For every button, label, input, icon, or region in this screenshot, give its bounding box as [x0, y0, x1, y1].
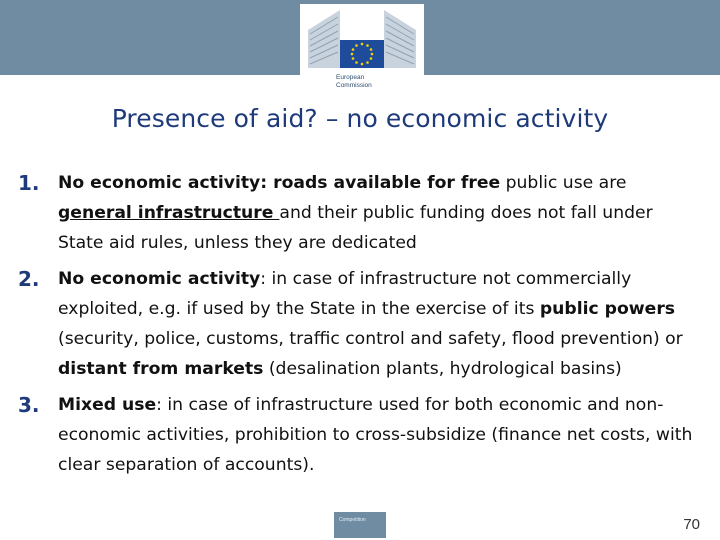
list-item [18, 264, 698, 384]
list-item-text: Mixed use [58, 395, 157, 415]
list-item [18, 168, 698, 258]
logo-text [336, 74, 372, 89]
list-item-text: No economic activity: roads available for free [58, 173, 501, 193]
commission-building-icon [300, 4, 424, 74]
page-number: 70 [683, 516, 700, 533]
footer-competition-logo [334, 512, 386, 538]
european-commission-logo [300, 4, 424, 96]
list-item-number: 2. [18, 267, 40, 291]
list-item-text: public use are [500, 173, 627, 193]
list-item-text: : in case of infrastructure not commercially exploited, e.g. if used by the State in the exercise of its [58, 269, 632, 319]
list-item-text: distant from markets [58, 359, 264, 379]
list-item-text: (desalination plants, hydrological basins) [263, 359, 622, 379]
logo-line-2: Commission [336, 81, 372, 89]
list-item-text: public powers [539, 299, 676, 319]
list-item-text: No economic activity [58, 269, 261, 289]
list-item-number: 1. [18, 171, 40, 195]
list-item [18, 390, 698, 480]
list-item-text: : in case of infrastructure used for both economic and non-economic activities, prohibition to cross-subsidize (finance net costs, with clear separation of accounts). [58, 395, 693, 475]
footer-logo-text: Competition [339, 517, 366, 523]
logo-line-1: European [336, 74, 365, 81]
slide-title: Presence of aid? – no economic activity [111, 104, 609, 133]
list-item-text: (security, police, customs, traffic control and safety, flood prevention) or [58, 329, 683, 349]
list-item-number: 3. [18, 393, 40, 417]
list-item-text: general infrastructure [58, 203, 280, 223]
bullet-list [18, 168, 698, 480]
list-item-text: and their public funding does not fall under State aid rules, unless they are dedicated [58, 203, 653, 253]
